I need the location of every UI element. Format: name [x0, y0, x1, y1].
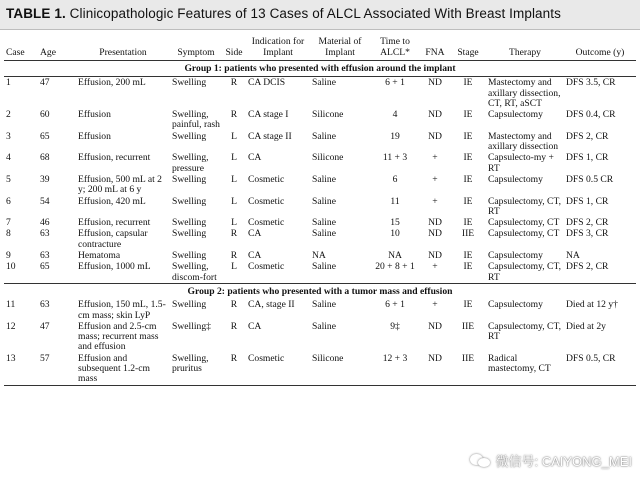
cell-side: R: [230, 77, 238, 89]
cell-side: L: [231, 261, 237, 273]
cell-material: Saline: [312, 320, 336, 332]
cell-time: NA: [388, 250, 402, 262]
cell-presentation: Effusion, recurrent: [78, 152, 151, 164]
cell-indication: Cosmetic: [246, 353, 310, 385]
group2-heading-row: [4, 283, 636, 299]
cell-time: 15: [390, 217, 400, 229]
cell-stage: IE: [463, 261, 473, 273]
cell-side: R: [230, 299, 238, 311]
watermark: [470, 451, 632, 470]
cell-therapy: Capsulectomy: [488, 299, 543, 311]
cell-indication: CA: [248, 228, 262, 240]
header-cell: Case: [4, 30, 38, 61]
header-cell: FNA: [420, 30, 450, 61]
cell-stage: IE: [463, 299, 473, 311]
cell-presentation: Effusion, recurrent: [78, 217, 151, 229]
cell-time: 11 + 3: [382, 152, 408, 164]
header-cell: Indication for Implant: [246, 30, 310, 61]
cell-therapy: Capsulectomy: [488, 173, 543, 185]
cell-symptom: Swelling: [172, 299, 207, 311]
cell-therapy: Mastectomy and axillary dissection, CT, RT, aSCT: [488, 77, 561, 109]
cell-time: 6 + 1: [385, 299, 405, 311]
cell-fna: +: [432, 299, 438, 311]
table-row: [4, 174, 636, 196]
cell-stage: IE: [463, 109, 473, 121]
cell-age: 47: [40, 77, 50, 89]
cell-therapy: Capsulectomy, CT, RT: [488, 320, 562, 343]
cell-fna: ND: [420, 353, 450, 385]
cell-age: 65: [40, 261, 50, 273]
cell-outcome: DFS 0.5, CR: [564, 353, 636, 385]
cell-presentation: Hematoma: [78, 250, 121, 262]
cell-stage: IE: [463, 130, 473, 142]
cell-time: 11: [390, 195, 400, 207]
cell-outcome: DFS 3, CR: [566, 228, 609, 240]
cell-case: 1: [6, 77, 11, 89]
table-row: [4, 353, 636, 385]
cell-symptom: Swelling: [172, 77, 207, 89]
cell-material: Saline: [312, 299, 336, 311]
cell-age: 68: [40, 152, 50, 164]
cell-fna: ND: [428, 217, 442, 229]
table-row: [4, 321, 636, 353]
header-cell: Time to ALCL*: [370, 30, 420, 61]
table-row: [4, 250, 636, 261]
group2-heading: Group 2: patients who presented with a tumor mass and effusion: [4, 283, 636, 299]
cell-side: L: [231, 152, 237, 164]
cell-outcome: DFS 0.5 CR: [566, 173, 614, 185]
cell-fna: ND: [428, 130, 442, 142]
cell-case: 5: [6, 173, 11, 185]
cell-presentation: Effusion: [78, 109, 111, 121]
cell-age: 63: [40, 250, 50, 262]
cell-symptom: Swelling: [172, 250, 207, 262]
cell-outcome: DFS 0.4, CR: [566, 109, 616, 121]
cell-time: 20 + 8 + 1: [375, 261, 415, 273]
cell-presentation: Effusion, 200 mL: [78, 77, 146, 89]
header-cell: Side: [222, 30, 246, 61]
cell-material: Saline: [312, 261, 336, 273]
header-cell: Stage: [450, 30, 486, 61]
cell-side: L: [231, 195, 237, 207]
table-caption: Clinicopathologic Features of 13 Cases of ALCL Associated With Breast Implants: [69, 6, 561, 21]
cell-symptom: Swelling, discom-fort: [172, 261, 217, 283]
cell-stage: IE: [463, 77, 473, 89]
cell-therapy: Capsulectomy: [488, 109, 543, 121]
cell-symptom: Swelling‡: [172, 320, 211, 332]
cell-therapy: Capsulectomy, CT: [488, 217, 560, 229]
cell-therapy: Capsulectomy, CT, RT: [488, 261, 562, 283]
cell-case: 10: [6, 261, 16, 273]
header-cell: Symptom: [170, 30, 222, 61]
cell-stage: IE: [463, 173, 473, 185]
cell-outcome: Died at 2y: [566, 320, 606, 332]
cell-material: Silicone: [310, 353, 370, 385]
cell-case: 3: [6, 130, 11, 142]
cell-material: Silicone: [312, 152, 344, 164]
table-row: [4, 131, 636, 153]
cell-symptom: Swelling: [172, 217, 207, 229]
cell-fna: ND: [428, 109, 442, 121]
cell-stage: IE: [463, 250, 473, 262]
cell-therapy: Radical mastectomy, CT: [486, 353, 564, 385]
cell-case: 8: [6, 228, 11, 240]
cell-side: R: [230, 109, 238, 121]
table-title-bar: [0, 0, 640, 30]
header-cell: Material of Implant: [310, 30, 370, 61]
table-row: [4, 261, 636, 283]
cell-outcome: DFS 2, CR: [566, 130, 609, 142]
cell-outcome: DFS 1, CR: [566, 152, 609, 164]
group1-heading: Group 1: patients who presented with effusion around the implant: [4, 61, 636, 77]
cell-fna: +: [432, 261, 438, 273]
cell-outcome: NA: [566, 250, 580, 262]
cell-time: 19: [390, 130, 400, 142]
cell-stage: IIE: [461, 228, 475, 240]
cell-fna: ND: [428, 228, 442, 240]
cell-case: 6: [6, 195, 11, 207]
cell-therapy: Capsulecto-my + RT: [488, 152, 554, 174]
cell-side: R: [230, 228, 238, 240]
table-row: [4, 228, 636, 250]
cell-presentation: Effusion and subsequent 1.2-cm mass: [76, 353, 170, 385]
cell-indication: Cosmetic: [248, 261, 285, 273]
header-cell: Therapy: [486, 30, 564, 61]
cell-age: 60: [40, 109, 50, 121]
cell-presentation: Effusion and 2.5-cm mass; recurrent mass and effusion: [78, 320, 159, 353]
cell-stage: IE: [463, 152, 473, 164]
cell-material: Saline: [312, 217, 336, 229]
cell-material: NA: [312, 250, 326, 262]
cell-fna: ND: [428, 250, 442, 262]
cell-symptom: Swelling, pressure: [172, 152, 209, 174]
cell-time: 4: [392, 109, 398, 121]
cell-symptom: Swelling, pruritus: [170, 353, 222, 385]
cell-indication: Cosmetic: [248, 195, 285, 207]
cell-symptom: Swelling: [172, 228, 207, 240]
cell-time: 10: [390, 228, 400, 240]
cell-symptom: Swelling: [172, 173, 207, 185]
cell-case: 12: [6, 320, 16, 332]
group1-heading-row: [4, 61, 636, 77]
cell-stage: IE: [463, 217, 473, 229]
table-row: [4, 217, 636, 228]
cell-fna: +: [432, 195, 438, 207]
cell-stage: IIE: [461, 320, 475, 332]
cell-therapy: Capsulectomy, CT, RT: [488, 195, 562, 217]
cell-indication: CA stage I: [248, 109, 289, 121]
cell-stage: IIE: [450, 353, 486, 385]
cell-side: R: [230, 250, 238, 262]
cell-side: R: [230, 320, 238, 332]
cell-material: Saline: [312, 173, 336, 185]
clinicopathologic-table: [4, 30, 636, 386]
header-row: [4, 30, 636, 61]
cell-age: 57: [38, 353, 76, 385]
cell-outcome: DFS 2, CR: [566, 261, 609, 273]
cell-material: Saline: [312, 228, 336, 240]
cell-fna: ND: [428, 77, 442, 89]
cell-case: 13: [4, 353, 38, 385]
cell-side: L: [231, 217, 237, 229]
table-row: [4, 152, 636, 174]
cell-material: Silicone: [312, 109, 344, 121]
cell-case: 11: [6, 299, 16, 311]
cell-indication: CA: [248, 320, 262, 332]
cell-fna: +: [432, 152, 438, 164]
cell-case: 7: [6, 217, 11, 229]
cell-presentation: Effusion, 500 mL at 2 y; 200 mL at 6 y: [78, 173, 162, 196]
cell-presentation: Effusion, capsular contracture: [78, 228, 148, 250]
table-row: [4, 299, 636, 321]
cell-age: 47: [40, 320, 50, 332]
table-title: [6, 6, 561, 21]
cell-time: 9‡: [390, 320, 400, 332]
cell-indication: Cosmetic: [248, 217, 285, 229]
wechat-icon: [470, 453, 492, 468]
cell-material: Saline: [312, 130, 336, 142]
cell-symptom: Swelling: [172, 195, 207, 207]
cell-age: 54: [40, 195, 50, 207]
cell-fna: ND: [428, 320, 442, 332]
cell-presentation: Effusion, 150 mL, 1.5-cm mass; skin LyP: [78, 299, 166, 321]
cell-fna: +: [432, 173, 438, 185]
cell-symptom: Swelling: [172, 130, 207, 142]
cell-outcome: DFS 2, CR: [566, 217, 609, 229]
cell-indication: CA DCIS: [248, 77, 286, 89]
cell-indication: CA: [248, 152, 262, 164]
table-row: [4, 109, 636, 131]
cell-age: 39: [40, 173, 50, 185]
cell-time: 6: [392, 173, 398, 185]
cell-therapy: Capsulectomy: [488, 250, 543, 262]
cell-age: 65: [40, 130, 50, 142]
header-cell: Presentation: [76, 30, 170, 61]
cell-outcome: Died at 12 y†: [566, 299, 618, 311]
cell-case: 4: [6, 152, 11, 164]
table-row: [4, 196, 636, 218]
cell-time: 12 + 3: [370, 353, 420, 385]
cell-material: Saline: [312, 77, 336, 89]
cell-time: 6 + 1: [385, 77, 405, 89]
cell-side: L: [231, 173, 237, 185]
cell-indication: Cosmetic: [248, 173, 285, 185]
cell-presentation: Effusion, 1000 mL: [78, 261, 151, 273]
table-row: [4, 77, 636, 109]
cell-indication: CA, stage II: [248, 299, 295, 311]
cell-case: 9: [6, 250, 11, 262]
watermark-text: 微信号: CAIYONG_MEI: [495, 454, 632, 469]
cell-presentation: Effusion, 420 mL: [78, 195, 146, 207]
cell-indication: CA stage II: [248, 130, 292, 142]
cell-outcome: DFS 1, CR: [566, 195, 609, 207]
table-label: TABLE 1.: [6, 6, 66, 21]
cell-indication: CA: [248, 250, 262, 262]
cell-case: 2: [6, 109, 11, 121]
cell-age: 63: [40, 299, 50, 311]
cell-therapy: Mastectomy and axillary dissection: [488, 130, 559, 153]
cell-stage: IE: [463, 195, 473, 207]
cell-symptom: Swelling, painful, rash: [172, 109, 220, 131]
cell-side: L: [231, 130, 237, 142]
cell-age: 46: [40, 217, 50, 229]
cell-material: Saline: [312, 195, 336, 207]
cell-presentation: Effusion: [78, 130, 111, 142]
header-cell: Age: [38, 30, 76, 61]
cell-outcome: DFS 3.5, CR: [566, 77, 616, 89]
cell-side: R: [222, 353, 246, 385]
cell-therapy: Capsulectomy, CT: [488, 228, 560, 240]
cell-age: 63: [40, 228, 50, 240]
header-cell: Outcome (y): [564, 30, 636, 61]
